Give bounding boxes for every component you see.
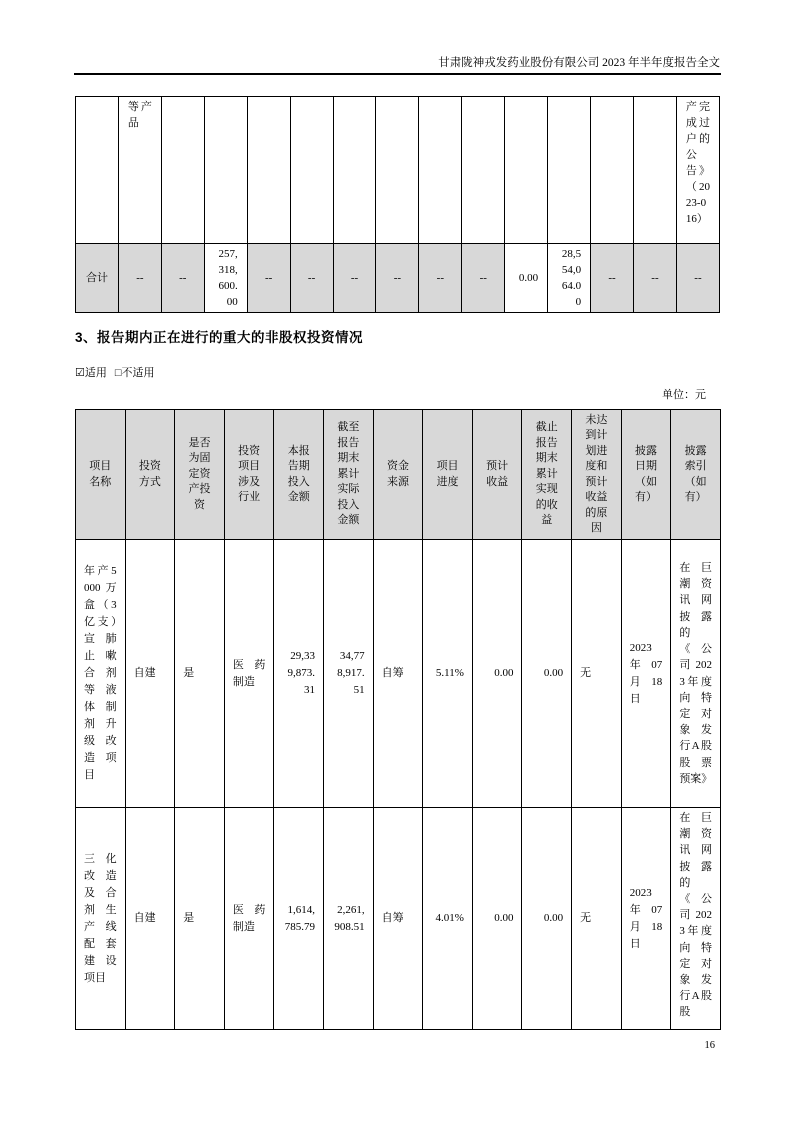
table-cell-empty: [505, 97, 548, 244]
amount-cell: 0.00: [522, 540, 572, 808]
table-cell-empty: [591, 97, 634, 244]
unchecked-checkbox-icon: □: [114, 367, 122, 379]
table-cell: 是: [175, 808, 225, 1030]
project-name-cell: 年产5000万盒（3亿支）宣肺止嗽合剂等液体制剂升级改造项目: [76, 540, 126, 808]
table-cell: 自筹: [373, 540, 423, 808]
disclosure-index-cell: [671, 808, 721, 1030]
table-cell: 无: [572, 808, 622, 1030]
table-cell: --: [591, 244, 634, 313]
progress-cell: 4.01%: [423, 808, 473, 1030]
total-amount-cell: 257,318,600.00: [204, 244, 247, 313]
table-cell-empty: [419, 97, 462, 244]
table-cell: 自建: [125, 808, 175, 1030]
unit-label: 单位：元: [662, 389, 706, 401]
column-header: 项目进度: [423, 410, 473, 540]
column-header: 投资项目涉及行业: [224, 410, 274, 540]
progress-cell: 5.11%: [423, 540, 473, 808]
header-rule: [74, 73, 721, 75]
page-header-title: 甘肃陇神戎发药业股份有限公司 2023 年半年度报告全文: [438, 57, 720, 69]
applicable-label: 适用: [84, 367, 107, 379]
table-cell: --: [161, 244, 204, 313]
table-cell-empty: [462, 97, 505, 244]
non-equity-investment-table: [75, 409, 721, 1030]
table-row: [76, 97, 720, 244]
column-header: 本报告期投入金额: [274, 410, 324, 540]
amount-cell: 29,339,873.31: [274, 540, 324, 808]
table-cell: --: [247, 244, 290, 313]
table-cell-empty: [161, 97, 204, 244]
total-label-cell: 合计: [76, 244, 119, 313]
table-cell-empty: [204, 97, 247, 244]
disclosure-date-cell: 2023年07月18日: [621, 540, 671, 808]
total-row: [76, 244, 720, 313]
applicability-line: [75, 364, 155, 380]
header-row: [76, 410, 721, 540]
table-cell: --: [333, 244, 376, 313]
column-header: 预计收益: [472, 410, 522, 540]
table-cell-empty: [76, 97, 119, 244]
disclosure-date-cell: 2023年07月18日: [621, 808, 671, 1030]
amount-cell: 0.00: [472, 808, 522, 1030]
table-cell: --: [419, 244, 462, 313]
column-header: 未达到计划进度和预计收益的原因: [572, 410, 622, 540]
table-cell: 产完成过户的公告》（2023-016）: [676, 97, 719, 244]
disclosure-index-cell: 在巨潮资讯网披露的《公司2023年度向特定对象发行A股股票预案》: [671, 540, 721, 808]
table-cell: 医药制造: [224, 540, 274, 808]
table-cell: --: [633, 244, 676, 313]
not-applicable-label: 不适用: [121, 367, 155, 379]
table-cell-empty: [290, 97, 333, 244]
column-header: 项目名称: [76, 410, 126, 540]
column-header: 投资方式: [125, 410, 175, 540]
table-cell-empty: [548, 97, 591, 244]
table-cell: --: [462, 244, 505, 313]
project-name-cell: 三化改造及合剂生产线配套建设项目: [76, 808, 126, 1030]
total-amount-cell: 28,554,064.00: [548, 244, 591, 313]
amount-cell: 2,261,908.51: [324, 808, 374, 1030]
section-heading: 3、报告期内正在进行的重大的非股权投资情况: [75, 330, 364, 345]
table-cell-empty: [633, 97, 676, 244]
table-row: [76, 540, 721, 808]
table-cell: --: [676, 244, 719, 313]
amount-cell: 1,614,785.79: [274, 808, 324, 1030]
table-cell: --: [118, 244, 161, 313]
column-header: 截至报告期末累计实际投入金额: [324, 410, 374, 540]
column-header: 披露索引（如有）: [671, 410, 721, 540]
table-cell: 是: [175, 540, 225, 808]
table-cell: 等产品: [118, 97, 161, 244]
column-header: 是否为固定资产投资: [175, 410, 225, 540]
table-cell: 医药制造: [224, 808, 274, 1030]
amount-cell: 0.00: [522, 808, 572, 1030]
column-header: 截止报告期末累计实现的收益: [522, 410, 572, 540]
truncated-text-block: 在巨潮资讯网披露的《公司2023年度向特定对象发行A股股: [679, 812, 712, 1019]
table-cell-empty: [247, 97, 290, 244]
table-cell-empty: [333, 97, 376, 244]
table-row: [76, 808, 721, 1030]
column-header: 资金来源: [373, 410, 423, 540]
table-cell: 自筹: [373, 808, 423, 1030]
checked-checkbox-icon: ☑: [75, 367, 85, 379]
column-header: 披露日期（如有）: [621, 410, 671, 540]
table-cell: --: [376, 244, 419, 313]
amount-cell: 34,778,917.51: [324, 540, 374, 808]
amount-cell: 0.00: [472, 540, 522, 808]
table-cell: 无: [572, 540, 622, 808]
table-cell-empty: [376, 97, 419, 244]
table-cell: --: [290, 244, 333, 313]
page-number: 16: [704, 1040, 715, 1051]
total-amount-cell: 0.00: [505, 244, 548, 313]
table-cell: 自建: [125, 540, 175, 808]
fundraising-summary-table: [75, 96, 720, 313]
